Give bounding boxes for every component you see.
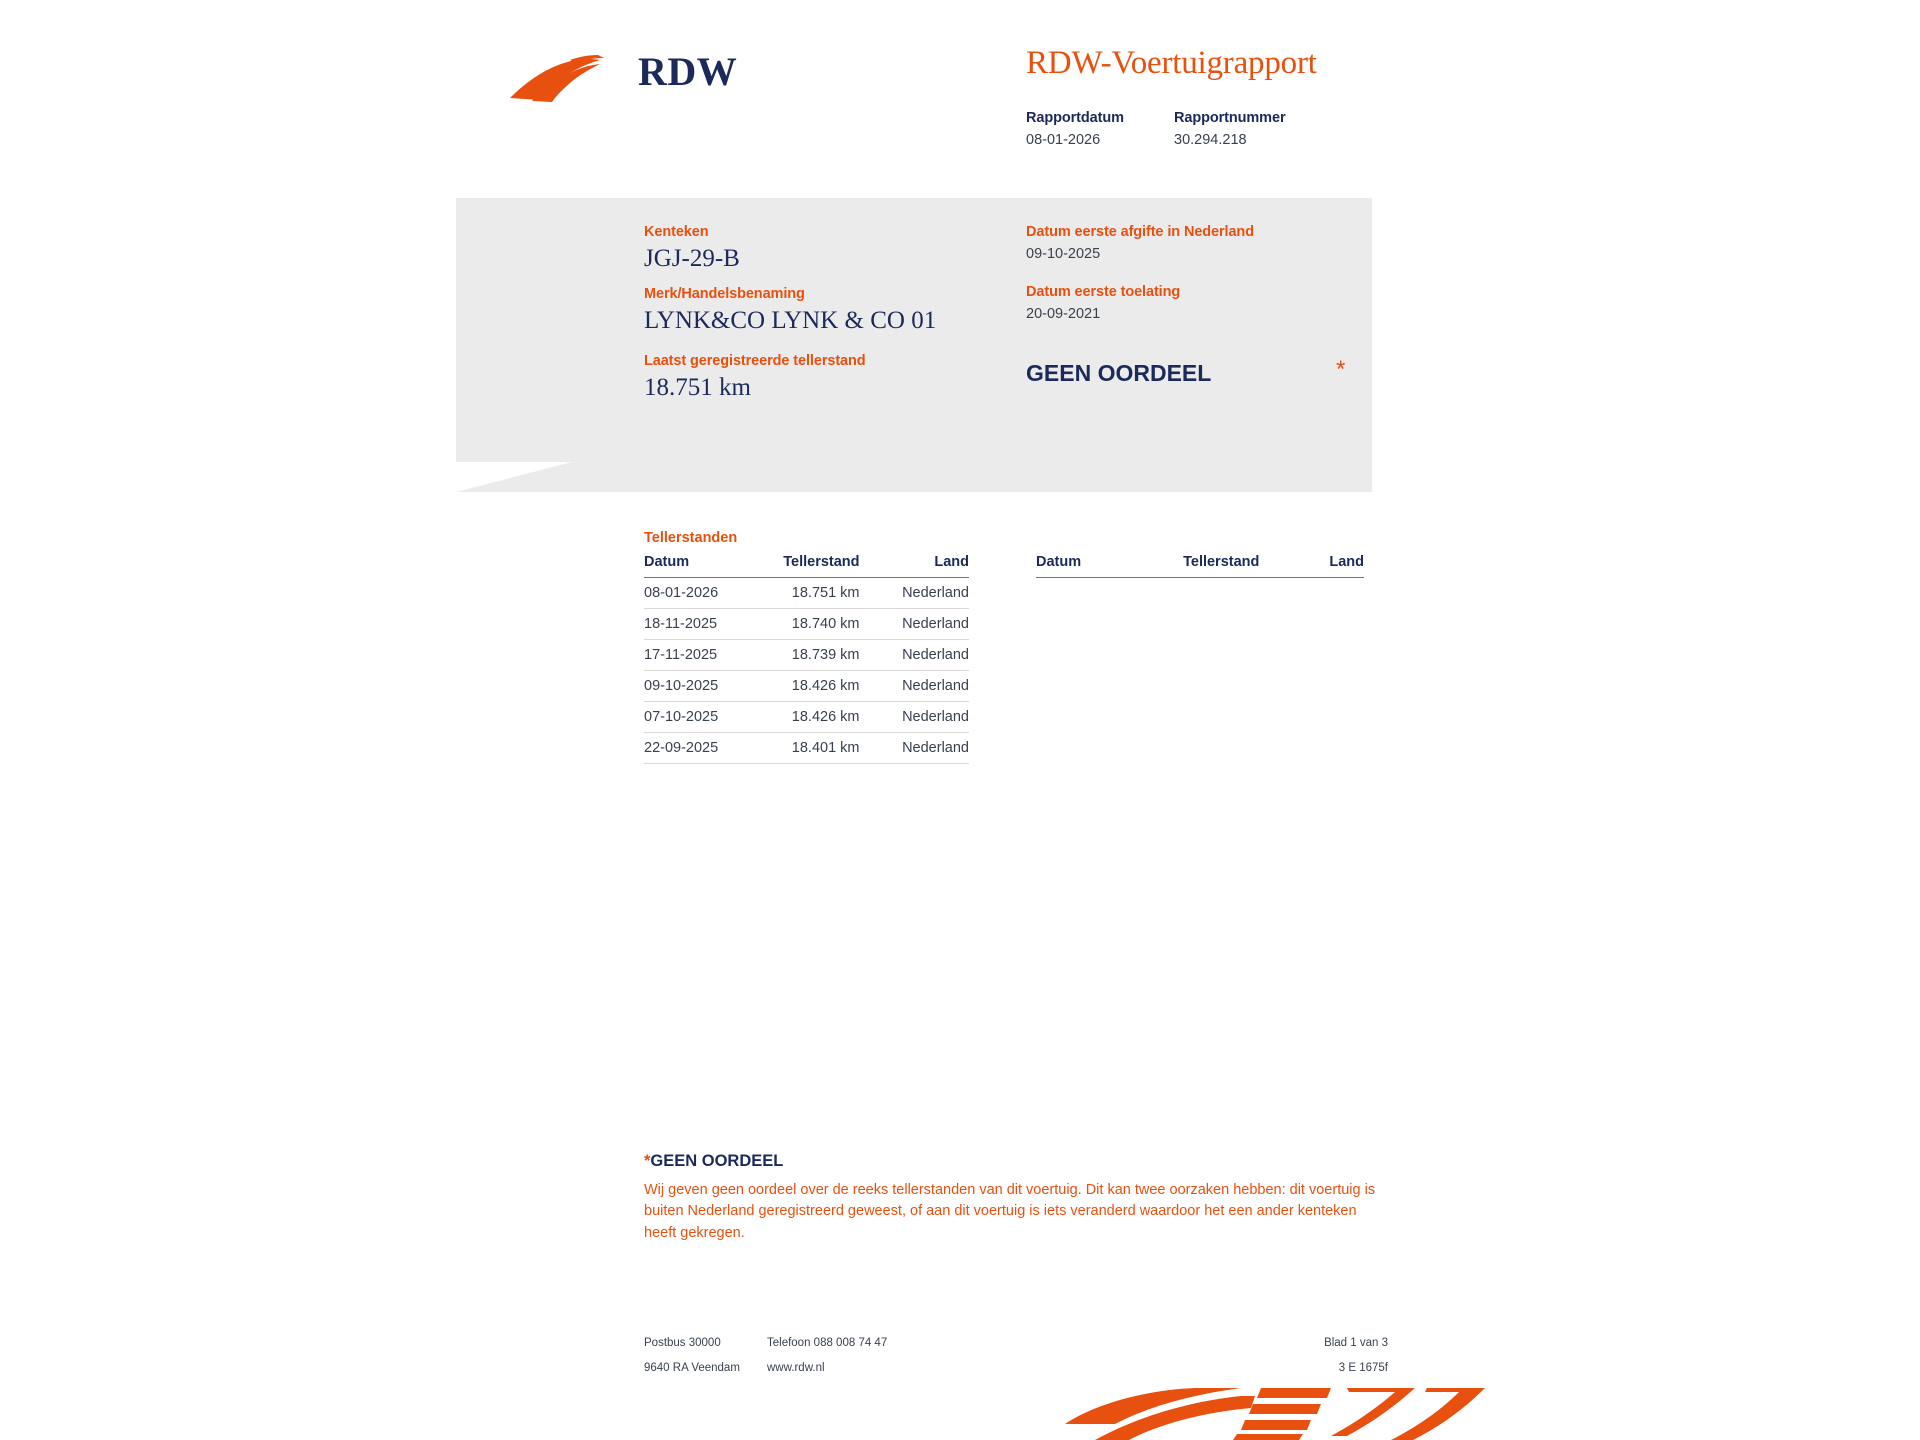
tellerstanden-title: Tellerstanden (644, 530, 738, 546)
cell-land: Nederland (894, 671, 969, 702)
cell-tellerstand: 18.751 km (761, 578, 893, 609)
col-land: Land (1293, 554, 1364, 578)
footer-page-number: Blad 1 van 3 (1324, 1337, 1388, 1349)
page-title: RDW-Voertuigrapport (1026, 45, 1317, 81)
meta-rapportnummer-value: 30.294.218 (1174, 132, 1247, 148)
rdw-logo (508, 40, 738, 110)
cell-datum: 22-09-2025 (644, 733, 761, 764)
cell-datum: 07-10-2025 (644, 702, 761, 733)
footer-line-1 (644, 1337, 1388, 1349)
col-tellerstand: Tellerstand (761, 554, 893, 578)
tellerstanden-table-left (644, 554, 969, 764)
tellerstand-label: Laatst geregistreerde tellerstand (644, 353, 866, 369)
verdict-asterisk: * (1336, 356, 1346, 383)
cell-datum: 08-01-2026 (644, 578, 761, 609)
footnote-heading-text: GEEN OORDEEL (650, 1152, 784, 1170)
col-datum: Datum (1036, 554, 1156, 578)
cell-datum: 09-10-2025 (644, 671, 761, 702)
footer-line-2 (644, 1362, 1388, 1374)
table-row (644, 702, 969, 733)
meta-rapportdatum (1026, 110, 1156, 148)
eerste-afgifte-label: Datum eerste afgifte in Nederland (1026, 224, 1254, 240)
col-land: Land (894, 554, 969, 578)
footnote (644, 1152, 1384, 1244)
col-tellerstand: Tellerstand (1156, 554, 1293, 578)
footer-website: www.rdw.nl (767, 1362, 825, 1374)
tellerstanden-table-right (1036, 554, 1364, 578)
footer-form-code: 3 E 1675f (1338, 1362, 1388, 1374)
footer-address-2: 9640 RA Veendam (644, 1362, 740, 1374)
verdict-badge: GEEN OORDEEL (1026, 360, 1212, 386)
cell-datum: 18-11-2025 (644, 609, 761, 640)
merk-label: Merk/Handelsbenaming (644, 285, 805, 302)
meta-rapportdatum-label: Rapportdatum (1026, 110, 1124, 126)
footer-phone: Telefoon 088 008 74 47 (767, 1337, 888, 1349)
summary-left-column (644, 224, 974, 415)
meta-rapportnummer-label: Rapportnummer (1174, 110, 1286, 126)
summary-corner-notch (456, 462, 572, 492)
summary-right-column (1026, 224, 1386, 344)
tellerstand-value: 18.751 km (644, 374, 751, 401)
eerste-afgifte-value: 09-10-2025 (1026, 246, 1101, 262)
cell-land: Nederland (894, 609, 969, 640)
meta-rapportdatum-value: 08-01-2026 (1026, 132, 1101, 148)
footnote-body: Wij geven geen oordeel over de reeks tellerstanden van dit voertuig. Dit kan twee oorzaken hebben: dit voertuig is buiten Nederland geregistreerd geweest, of aan dit voertuig is iets veranderd waardoor het een ander kenteken heeft gekregen. (644, 1182, 1376, 1241)
meta-rapportnummer (1174, 110, 1286, 148)
report-meta (1026, 110, 1286, 148)
cell-tellerstand: 18.401 km (761, 733, 893, 764)
tellerstanden-rows-left (644, 578, 969, 764)
rdw-wordmark: RDW (638, 49, 738, 94)
table-row (644, 609, 969, 640)
footnote-asterisk: * (644, 1152, 651, 1170)
kenteken-label: Kenteken (644, 224, 709, 240)
cell-tellerstand: 18.739 km (761, 640, 893, 671)
table-row (644, 671, 969, 702)
table-header-row (644, 554, 969, 578)
page-footer (644, 1337, 1388, 1387)
footer-address-1: Postbus 30000 (644, 1337, 721, 1349)
rdw-swoosh-watermark-icon (1055, 1388, 1485, 1440)
footnote-heading (644, 1152, 1384, 1171)
table-header-row (1036, 554, 1364, 578)
eerste-toelating-label: Datum eerste toelating (1026, 284, 1181, 300)
cell-land: Nederland (894, 640, 969, 671)
table-row (644, 640, 969, 671)
cell-tellerstand: 18.740 km (761, 609, 893, 640)
merk-value: LYNK&CO LYNK & CO 01 (644, 306, 937, 334)
cell-land: Nederland (894, 702, 969, 733)
cell-land: Nederland (894, 733, 969, 764)
cell-land: Nederland (894, 578, 969, 609)
cell-datum: 17-11-2025 (644, 640, 761, 671)
table-row (644, 733, 969, 764)
cell-tellerstand: 18.426 km (761, 702, 893, 733)
rdw-swoosh-icon (508, 54, 606, 106)
col-datum: Datum (644, 554, 761, 578)
kenteken-value: JGJ-29-B (644, 245, 740, 272)
table-row (644, 578, 969, 609)
cell-tellerstand: 18.426 km (761, 671, 893, 702)
rdw-watermark-logo (1055, 1388, 1485, 1440)
eerste-toelating-value: 20-09-2021 (1026, 306, 1101, 322)
